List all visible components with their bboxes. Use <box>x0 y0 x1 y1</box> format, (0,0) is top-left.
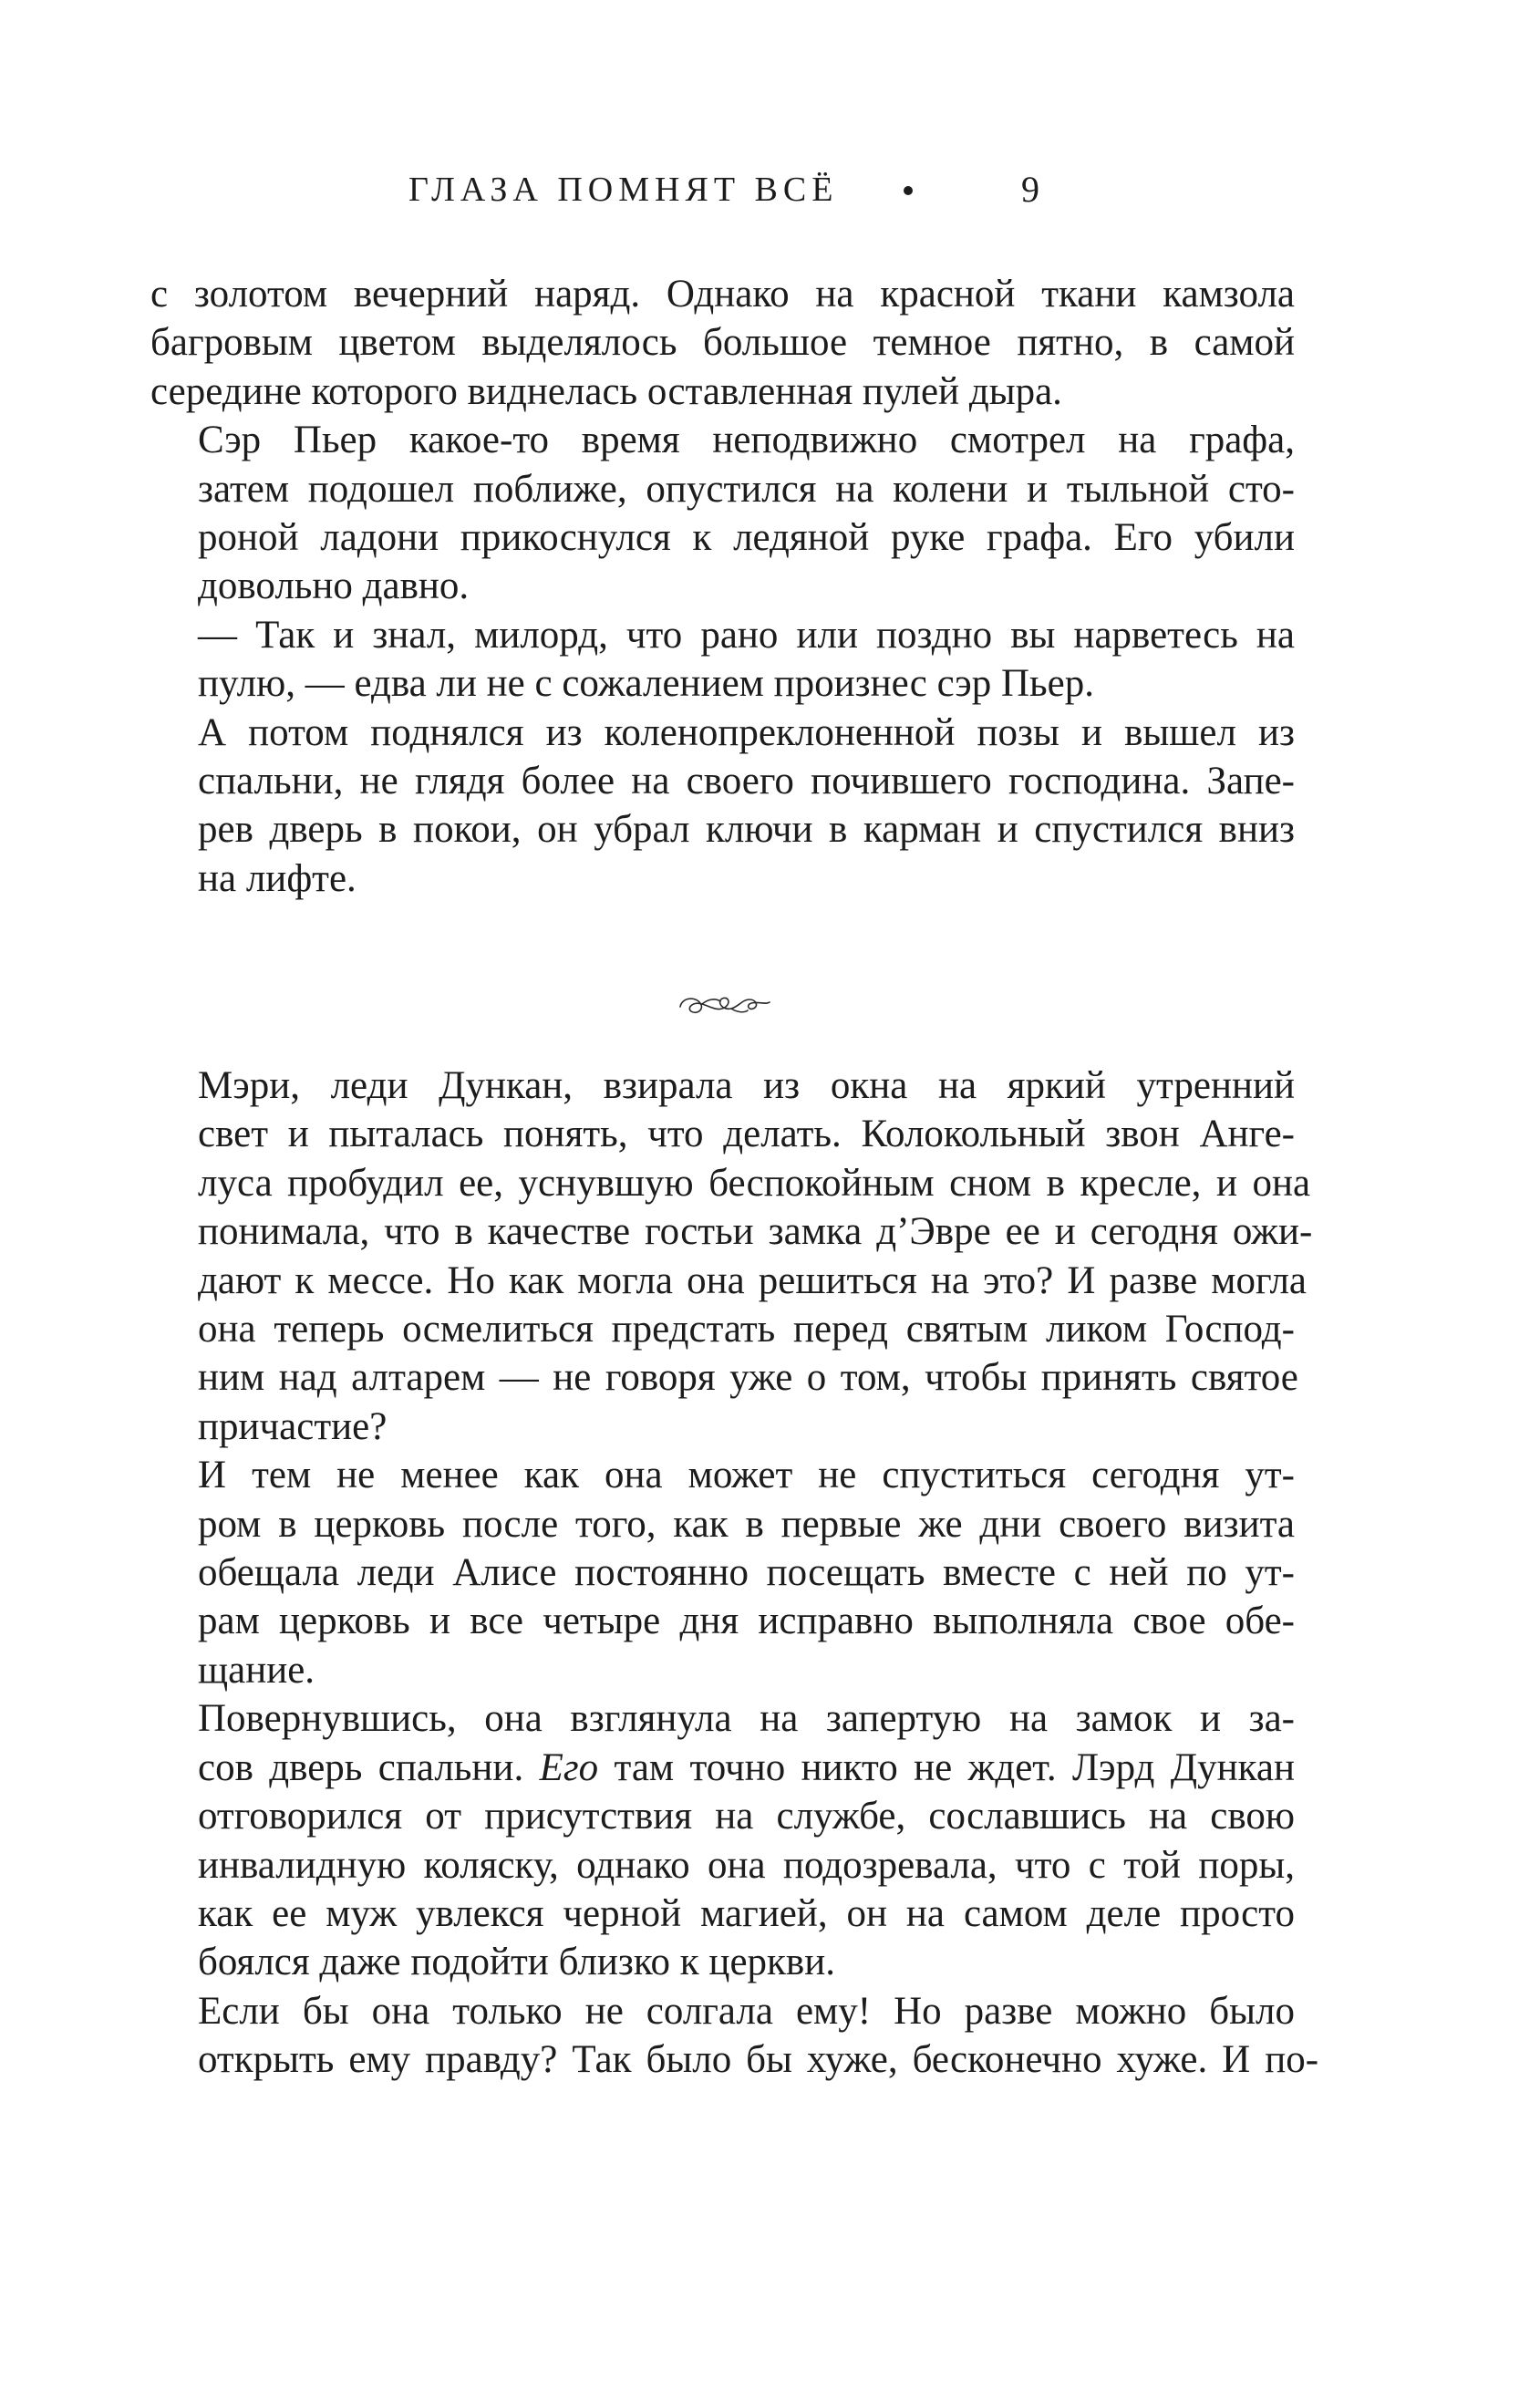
text-line: роной ладони прикоснулся к ледяной руке графа. Его убили <box>198 516 1295 560</box>
text-line: спальни, не глядя более на своего почившего господина. Запе- <box>198 760 1295 803</box>
text-line: рев дверь в покои, он убрал ключи в карман и спустился вниз <box>198 808 1295 852</box>
text-line: дают к мессе. Но как могла она решиться на это? И разве могла <box>198 1258 1307 1302</box>
text-line: свет и пыталась понять, что делать. Колокольный звон Анге- <box>198 1113 1295 1156</box>
text-line: она теперь осмелиться предстать перед святым ликом Господ- <box>198 1308 1295 1351</box>
text-line: — Так и знал, милорд, что рано или поздно вы нарветесь на <box>198 613 1295 657</box>
text-line: понимала, что в качестве гостьи замка д’Эвре ее и сегодня ожи- <box>198 1210 1313 1254</box>
text-line: багровым цветом выделялось большое темное пятно, в самой <box>150 321 1295 365</box>
text-fragment: сов дверь спальни. <box>198 1745 540 1789</box>
text-line: отговорился от присутствия на службе, сославшись на свою <box>198 1795 1295 1838</box>
page-number: 9 <box>1021 169 1039 210</box>
text-line: обещала леди Алисе постоянно посещать вместе с ней по ут- <box>198 1551 1295 1595</box>
text-line: затем подошел поближе, опустился на колени и тыльной сто- <box>198 467 1295 511</box>
running-head <box>150 167 1295 212</box>
text-line: рам церковь и все четыре дня исправно выполняла свое обе- <box>198 1600 1295 1643</box>
flourish-ornament-icon <box>675 987 775 1023</box>
text-fragment: там точно никто не ждет. Лэрд Дункан <box>598 1745 1295 1789</box>
text-line: причастие? <box>198 1404 388 1448</box>
text-line: щание. <box>198 1648 315 1692</box>
text-line: как ее муж увлекся черной магией, он на самом деле просто <box>198 1891 1295 1935</box>
paragraph <box>150 1694 1295 1986</box>
text-line: середине которого виднелась оставленная пулей дыра. <box>150 369 1062 413</box>
text-line: пулю, — едва ли не с сожалением произнес сэр Пьер. <box>198 662 1094 706</box>
book-page <box>150 0 1319 2392</box>
text-line: довольно давно. <box>198 564 470 608</box>
italic-emphasis: Его <box>539 1745 599 1789</box>
text-line: Сэр Пьер какое-то время неподвижно смотрел на графа, <box>198 419 1295 462</box>
text-line: ним над алтарем — не говоря уже о том, чтобы принять святое <box>198 1356 1298 1400</box>
text-line: открыть ему правду? Так было бы хуже, бесконечно хуже. И по- <box>198 2038 1319 2082</box>
section-two <box>150 1061 1319 2085</box>
paragraph <box>150 1061 1313 1451</box>
text-line: Повернувшись, она взглянула на запертую на замок и за- <box>198 1697 1295 1741</box>
paragraph <box>150 1451 1295 1694</box>
text-line: И тем не менее как она может не спуститься сегодня ут- <box>198 1454 1295 1497</box>
text-line <box>150 1744 1295 1792</box>
paragraph <box>150 611 1295 709</box>
text-line: инвалидную коляску, однако она подозревала, что с той поры, <box>198 1843 1295 1887</box>
paragraph <box>150 1987 1319 2085</box>
section-one <box>150 270 1295 903</box>
paragraph <box>150 416 1295 611</box>
paragraph <box>150 270 1295 416</box>
bullet-separator <box>904 186 913 195</box>
text-line: боялся даже подойти близко к церкви. <box>198 1941 835 1984</box>
text-line: Если бы она только не солгала ему! Но разве можно было <box>198 1989 1295 2033</box>
text-line: с золотом вечерний наряд. Однако на красной ткани камзола <box>150 273 1295 316</box>
text-line: Мэри, леди Дункан, взирала из окна на яркий утренний <box>198 1064 1295 1107</box>
text-line: ром в церковь после того, как в первые же дни своего визита <box>198 1502 1295 1546</box>
text-line: луса пробудил ее, уснувшую беспокойным сном в кресле, и она <box>198 1161 1311 1205</box>
text-line: А потом поднялся из коленопреклоненной позы и вышел из <box>198 710 1295 754</box>
text-line: на лифте. <box>198 856 357 900</box>
running-head-title: ГЛАЗА ПОМНЯТ ВСЁ <box>408 171 839 209</box>
paragraph <box>150 709 1295 904</box>
